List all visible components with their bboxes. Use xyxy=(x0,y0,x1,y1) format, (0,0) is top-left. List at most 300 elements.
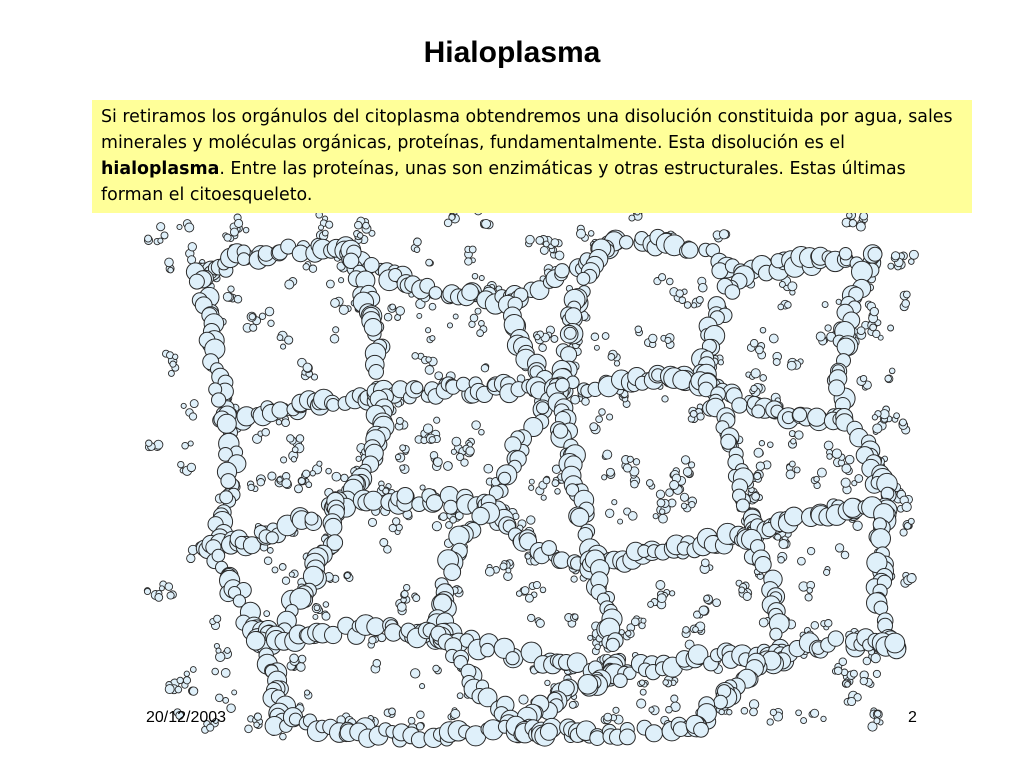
protein-sphere xyxy=(235,219,243,227)
protein-sphere xyxy=(181,403,186,408)
protein-sphere xyxy=(778,304,784,310)
slide-title: Hialoplasma xyxy=(423,36,601,69)
protein-sphere xyxy=(701,559,709,567)
protein-sphere xyxy=(327,280,335,288)
protein-sphere xyxy=(285,336,293,344)
protein-sphere xyxy=(327,399,340,412)
protein-sphere xyxy=(832,449,841,458)
protein-sphere xyxy=(727,710,732,715)
protein-sphere xyxy=(607,414,613,420)
protein-sphere xyxy=(594,345,599,350)
protein-sphere xyxy=(676,290,683,297)
protein-sphere xyxy=(404,584,410,590)
protein-sphere xyxy=(267,548,273,554)
protein-sphere xyxy=(807,547,814,554)
protein-sphere xyxy=(185,223,194,232)
protein-sphere xyxy=(429,303,436,310)
protein-sphere xyxy=(167,592,174,599)
protein-sphere xyxy=(364,491,383,510)
protein-sphere xyxy=(357,233,363,239)
protein-sphere xyxy=(264,557,272,565)
protein-sphere xyxy=(396,417,403,424)
protein-sphere xyxy=(165,685,174,694)
protein-sphere xyxy=(303,566,323,586)
protein-sphere xyxy=(680,493,688,501)
protein-sphere xyxy=(732,398,747,413)
protein-sphere xyxy=(620,729,636,745)
protein-sphere xyxy=(837,338,855,356)
protein-sphere xyxy=(420,485,425,490)
protein-sphere xyxy=(769,334,778,343)
protein-sphere xyxy=(232,690,237,695)
protein-sphere xyxy=(620,236,633,249)
protein-sphere xyxy=(794,467,800,473)
protein-sphere xyxy=(190,400,198,408)
protein-sphere xyxy=(257,479,264,486)
protein-sphere xyxy=(683,468,692,477)
protein-sphere xyxy=(602,333,609,340)
protein-sphere xyxy=(296,435,304,443)
protein-sphere xyxy=(155,594,163,602)
protein-sphere xyxy=(689,501,695,507)
protein-sphere xyxy=(582,398,590,406)
protein-sphere xyxy=(173,354,178,359)
protein-sphere xyxy=(545,680,550,685)
protein-sphere xyxy=(848,697,856,705)
protein-sphere xyxy=(908,518,914,524)
protein-sphere xyxy=(228,286,234,292)
protein-sphere xyxy=(364,258,379,273)
protein-sphere xyxy=(824,441,833,450)
protein-sphere xyxy=(885,633,905,653)
protein-sphere xyxy=(528,614,535,621)
protein-sphere xyxy=(380,539,388,547)
protein-sphere xyxy=(384,313,392,321)
protein-sphere xyxy=(484,464,493,473)
protein-sphere xyxy=(221,474,236,489)
protein-sphere xyxy=(633,459,639,465)
protein-sphere xyxy=(539,344,547,352)
protein-sphere xyxy=(613,707,619,713)
protein-sphere xyxy=(577,229,586,238)
protein-sphere xyxy=(807,588,813,594)
protein-sphere xyxy=(216,648,221,653)
protein-sphere xyxy=(369,637,376,644)
protein-sphere xyxy=(902,300,910,308)
protein-sphere xyxy=(750,708,758,716)
protein-sphere xyxy=(604,713,612,721)
protein-sphere xyxy=(760,327,766,333)
protein-sphere xyxy=(571,576,577,582)
protein-sphere xyxy=(472,421,481,430)
protein-sphere xyxy=(339,278,344,283)
protein-sphere xyxy=(719,709,724,714)
protein-sphere xyxy=(434,458,443,467)
protein-sphere xyxy=(389,708,396,715)
protein-sphere xyxy=(665,337,671,343)
protein-sphere xyxy=(841,551,849,559)
protein-sphere xyxy=(170,361,176,367)
protein-sphere xyxy=(227,704,236,713)
description-text-start: Si retiramos los orgánulos del citoplasma obtendremos una disolución constituida por agua, sales minerales y moléculas orgánicas, proteínas, fundamentalmente. Esta disolución es el xyxy=(101,107,953,153)
protein-sphere xyxy=(696,296,703,303)
protein-sphere xyxy=(552,480,559,487)
protein-sphere xyxy=(177,224,182,229)
protein-sphere xyxy=(814,476,820,482)
protein-sphere xyxy=(259,313,265,319)
protein-sphere xyxy=(900,419,907,426)
protein-sphere xyxy=(670,481,679,490)
protein-sphere xyxy=(536,619,544,627)
protein-sphere xyxy=(249,314,255,320)
protein-sphere xyxy=(741,708,748,715)
protein-sphere xyxy=(909,250,918,259)
protein-sphere xyxy=(414,247,420,253)
protein-sphere xyxy=(870,307,878,315)
protein-sphere xyxy=(411,382,423,394)
protein-sphere xyxy=(850,670,857,677)
protein-sphere xyxy=(751,369,760,378)
protein-sphere xyxy=(805,594,812,601)
protein-sphere xyxy=(254,713,261,720)
protein-sphere xyxy=(646,480,653,487)
protein-sphere xyxy=(277,335,283,341)
protein-sphere xyxy=(667,278,674,285)
protein-sphere xyxy=(292,447,298,453)
protein-sphere xyxy=(285,280,294,289)
protein-sphere xyxy=(326,221,333,228)
protein-sphere xyxy=(298,655,306,663)
protein-sphere xyxy=(857,327,865,335)
protein-sphere xyxy=(305,512,318,525)
protein-sphere xyxy=(429,287,442,300)
protein-sphere xyxy=(759,441,764,446)
protein-sphere xyxy=(451,449,456,454)
protein-sphere xyxy=(223,698,229,704)
protein-sphere xyxy=(670,591,675,596)
protein-sphere xyxy=(465,258,472,265)
protein-sphere xyxy=(793,408,807,422)
protein-sphere xyxy=(768,442,774,448)
protein-sphere xyxy=(165,583,173,591)
protein-sphere xyxy=(889,368,895,374)
protein-sphere xyxy=(234,295,242,303)
protein-sphere xyxy=(264,611,270,617)
protein-sphere xyxy=(571,508,589,526)
protein-sphere xyxy=(822,302,828,308)
protein-sphere xyxy=(577,272,590,285)
protein-sphere xyxy=(649,707,654,712)
protein-sphere xyxy=(319,225,324,230)
protein-sphere xyxy=(245,725,253,733)
protein-sphere xyxy=(525,554,530,559)
protein-sphere xyxy=(499,472,511,484)
protein-sphere xyxy=(161,232,168,239)
protein-sphere xyxy=(801,718,807,724)
protein-sphere xyxy=(863,657,871,665)
protein-sphere xyxy=(529,485,534,490)
protein-sphere xyxy=(420,684,425,689)
protein-sphere xyxy=(423,424,432,433)
protein-sphere xyxy=(322,612,330,620)
protein-sphere xyxy=(635,326,642,333)
protein-sphere xyxy=(298,478,305,485)
protein-sphere xyxy=(466,447,474,455)
protein-sphere xyxy=(713,599,721,607)
hialoplasma-term: hialoplasma xyxy=(101,159,220,179)
protein-sphere xyxy=(266,532,278,544)
protein-sphere xyxy=(599,409,606,416)
cytoskeleton-network-illustration xyxy=(140,205,920,750)
protein-sphere xyxy=(536,237,544,245)
protein-sphere xyxy=(689,462,695,468)
protein-sphere xyxy=(542,541,557,556)
protein-sphere xyxy=(626,631,631,636)
protein-sphere xyxy=(648,601,654,607)
protein-sphere xyxy=(657,594,666,603)
protein-sphere xyxy=(666,489,674,497)
protein-sphere xyxy=(871,529,891,549)
protein-sphere xyxy=(591,333,599,341)
protein-sphere xyxy=(608,354,615,361)
protein-sphere xyxy=(603,450,612,459)
protein-sphere xyxy=(145,235,152,242)
protein-sphere xyxy=(756,346,764,354)
protein-sphere xyxy=(433,665,440,672)
protein-sphere xyxy=(767,719,773,725)
protein-sphere xyxy=(277,477,282,482)
protein-sphere xyxy=(824,569,830,575)
protein-sphere xyxy=(754,473,761,480)
protein-sphere xyxy=(333,327,339,333)
protein-sphere xyxy=(788,282,797,291)
protein-sphere xyxy=(303,264,309,270)
protein-sphere xyxy=(692,303,697,308)
protein-sphere xyxy=(796,710,802,716)
protein-sphere xyxy=(902,502,911,511)
protein-sphere xyxy=(752,405,765,418)
protein-sphere xyxy=(872,415,877,420)
protein-sphere xyxy=(856,222,865,231)
protein-sphere xyxy=(699,606,708,615)
protein-sphere xyxy=(682,242,698,258)
protein-sphere xyxy=(759,618,768,627)
protein-sphere xyxy=(425,366,434,375)
protein-sphere xyxy=(309,265,316,272)
protein-sphere xyxy=(356,456,361,461)
protein-sphere xyxy=(479,429,485,435)
protein-sphere xyxy=(323,602,329,608)
protein-sphere xyxy=(690,411,697,418)
protein-sphere xyxy=(888,263,894,269)
protein-sphere xyxy=(450,517,457,524)
protein-sphere xyxy=(817,468,826,477)
protein-sphere xyxy=(888,325,894,331)
description-callout xyxy=(92,100,972,213)
protein-sphere xyxy=(144,588,150,594)
protein-sphere xyxy=(785,507,804,526)
protein-sphere xyxy=(816,332,825,341)
protein-sphere xyxy=(662,396,668,402)
protein-sphere xyxy=(216,652,225,661)
protein-sphere xyxy=(325,518,342,535)
protein-sphere xyxy=(295,485,303,493)
protein-sphere xyxy=(400,465,405,470)
protein-sphere xyxy=(834,667,842,675)
page-number: 2 xyxy=(908,709,917,726)
protein-sphere xyxy=(671,695,678,702)
protein-sphere xyxy=(485,567,494,576)
protein-sphere xyxy=(397,488,413,504)
protein-sphere xyxy=(839,248,851,260)
protein-sphere xyxy=(553,424,567,438)
protein-sphere xyxy=(849,220,856,227)
protein-sphere xyxy=(606,509,614,517)
protein-sphere xyxy=(331,299,340,308)
protein-sphere xyxy=(659,514,668,523)
protein-sphere xyxy=(779,281,785,287)
protein-sphere xyxy=(481,643,494,656)
protein-sphere xyxy=(555,251,564,260)
protein-sphere xyxy=(750,339,758,347)
protein-sphere xyxy=(785,302,792,309)
protein-sphere xyxy=(189,413,196,420)
footer-date: 20/12/2003 xyxy=(146,709,227,726)
protein-sphere xyxy=(540,723,557,740)
protein-sphere xyxy=(787,361,796,370)
protein-sphere xyxy=(412,353,419,360)
protein-sphere xyxy=(477,330,484,337)
protein-sphere xyxy=(719,230,728,239)
protein-sphere xyxy=(281,457,287,463)
protein-sphere xyxy=(649,334,657,342)
protein-sphere xyxy=(847,213,853,219)
protein-sphere xyxy=(157,223,165,231)
protein-sphere xyxy=(770,709,776,715)
protein-sphere xyxy=(683,627,690,634)
protein-sphere xyxy=(224,234,231,241)
protein-sphere xyxy=(656,490,664,498)
protein-sphere xyxy=(842,464,851,473)
protein-sphere xyxy=(444,462,453,471)
protein-sphere xyxy=(791,439,796,444)
protein-sphere xyxy=(306,482,312,488)
protein-sphere xyxy=(903,291,910,298)
protein-sphere xyxy=(627,456,633,462)
protein-sphere xyxy=(221,669,230,678)
protein-sphere xyxy=(182,442,189,449)
protein-sphere xyxy=(212,393,226,407)
protein-sphere xyxy=(461,459,468,466)
protein-sphere xyxy=(694,722,709,737)
protein-sphere xyxy=(681,456,689,464)
protein-sphere xyxy=(482,219,491,228)
protein-sphere xyxy=(596,416,603,423)
protein-sphere xyxy=(631,480,639,488)
protein-sphere xyxy=(853,521,862,530)
protein-sphere xyxy=(679,297,686,304)
protein-sphere xyxy=(718,360,723,365)
protein-sphere xyxy=(472,273,478,279)
protein-sphere xyxy=(401,591,408,598)
protein-sphere xyxy=(344,573,350,579)
protein-sphere xyxy=(190,667,196,673)
protein-sphere xyxy=(189,687,197,695)
protein-sphere xyxy=(637,699,646,708)
protein-sphere xyxy=(400,445,406,451)
protein-sphere xyxy=(444,500,458,514)
protein-sphere xyxy=(188,441,193,446)
protein-sphere xyxy=(426,259,433,266)
protein-sphere xyxy=(440,513,448,521)
protein-sphere xyxy=(541,495,546,500)
protein-sphere xyxy=(519,695,528,704)
protein-sphere xyxy=(479,276,484,281)
protein-sphere xyxy=(565,308,581,324)
protein-sphere xyxy=(860,212,868,220)
protein-sphere xyxy=(159,586,164,591)
protein-sphere xyxy=(825,620,832,627)
protein-sphere xyxy=(187,554,195,562)
protein-sphere xyxy=(462,284,479,301)
protein-sphere xyxy=(475,308,481,314)
protein-sphere xyxy=(220,491,233,504)
protein-sphere xyxy=(390,304,396,310)
protein-sphere xyxy=(280,733,287,740)
protein-sphere xyxy=(175,686,182,693)
protein-sphere xyxy=(588,231,594,237)
protein-sphere xyxy=(829,380,845,396)
protein-sphere xyxy=(540,246,548,254)
protein-sphere xyxy=(246,632,265,651)
protein-sphere xyxy=(870,324,877,331)
protein-sphere xyxy=(432,522,441,531)
protein-sphere xyxy=(189,274,204,289)
protein-sphere xyxy=(606,638,619,651)
protein-sphere xyxy=(569,701,576,708)
protein-sphere xyxy=(755,557,771,573)
protein-sphere xyxy=(551,239,559,247)
protein-sphere xyxy=(230,228,238,236)
protein-sphere xyxy=(527,516,535,524)
protein-sphere xyxy=(416,723,423,730)
protein-sphere xyxy=(452,437,461,446)
protein-sphere xyxy=(754,448,763,457)
protein-sphere xyxy=(773,359,780,366)
protein-sphere xyxy=(590,423,598,431)
protein-sphere xyxy=(165,258,174,267)
protein-sphere xyxy=(364,319,382,337)
protein-sphere xyxy=(629,215,635,221)
protein-sphere xyxy=(303,470,310,477)
description-text-end: . Entre las proteínas, unas son enzimáticas y otras estructurales. Estas últimas forman el citoesqueleto. xyxy=(101,159,906,205)
protein-sphere xyxy=(821,716,826,721)
protein-sphere xyxy=(845,455,854,464)
protein-sphere xyxy=(397,603,406,612)
protein-sphere xyxy=(268,472,276,480)
protein-sphere xyxy=(500,563,507,570)
protein-sphere xyxy=(188,243,196,251)
protein-sphere xyxy=(254,722,260,728)
protein-sphere xyxy=(183,677,190,684)
protein-sphere xyxy=(653,514,658,519)
protein-sphere xyxy=(290,654,299,663)
protein-sphere xyxy=(739,587,745,593)
protein-sphere xyxy=(414,238,422,246)
protein-sphere xyxy=(393,518,400,525)
protein-sphere xyxy=(178,461,184,467)
protein-sphere xyxy=(543,241,549,247)
